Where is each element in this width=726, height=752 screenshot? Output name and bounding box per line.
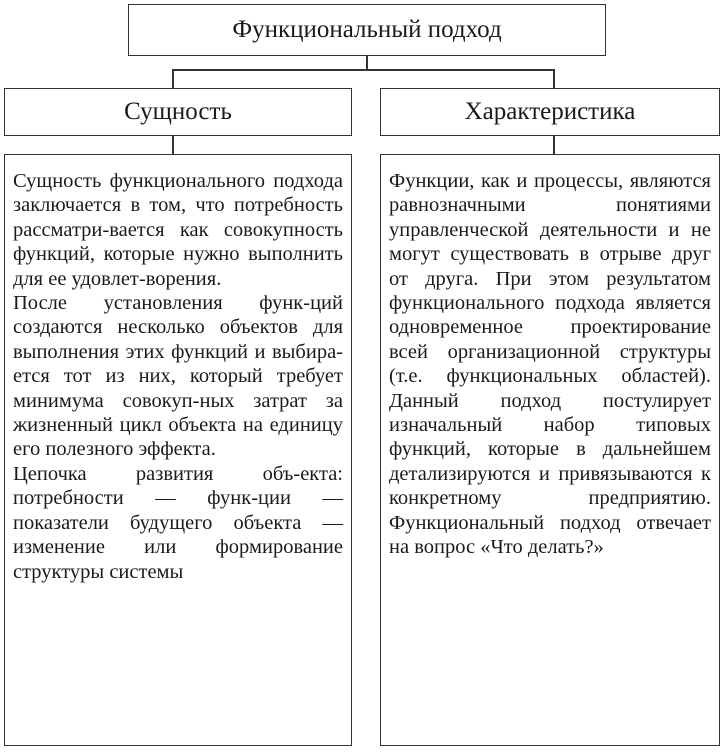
connector-title-down <box>366 56 368 70</box>
essence-text: Сущность функционального подхода заключается в том, что потребность рассматри-вается как совокупность функций, которые нужно выполнить для ее удовлет-ворения. После установления функ-ций создаются несколько объектов для выполнения этих функций и выбира-ется тот из них, который требует минимума совокуп-ных затрат за жизненный цикл объекта на единицу его полезного эффекта. Цепочка развития объ-екта: потребности — функ-ции — показатели будущего объекта — изменение или формирование структуры системы <box>13 170 343 583</box>
diagram-title: Функциональный подход <box>232 16 502 43</box>
essence-body-box <box>4 154 352 746</box>
essence-heading-box <box>4 88 352 136</box>
characteristic-body-box <box>380 154 720 746</box>
diagram-title-box <box>128 4 606 56</box>
connector-right-body <box>553 136 555 154</box>
characteristic-text: Функции, как и процессы, являются равнозначными понятиями управленческой деятельности и не могут существовать в отрыве друг от друга. При этом результатом функционального подхода является одновременное проектирование всей организационной структуры (т.е. функциональных областей). Данный подход постулирует изначальный набор типовых функций, которые в дальнейшем детализируются и привязываются к конкретному предприятию. Функциональный подход отвечает на вопрос «Что делать?» <box>389 170 711 559</box>
essence-heading: Сущность <box>124 98 232 125</box>
connector-left-down <box>172 69 174 88</box>
connector-right-down <box>553 69 555 88</box>
characteristic-heading-box <box>380 88 720 136</box>
connector-left-body <box>172 136 174 154</box>
characteristic-heading: Характеристика <box>464 98 636 125</box>
connector-horizontal <box>172 69 554 71</box>
